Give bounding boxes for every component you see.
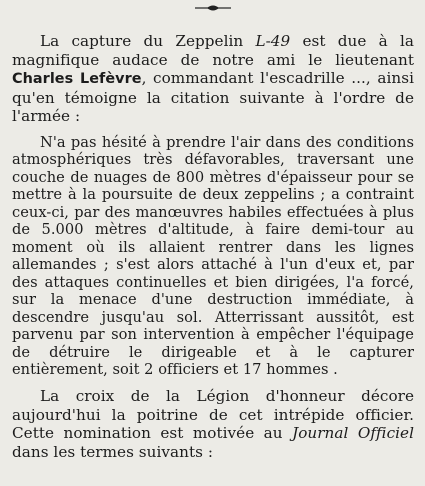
intro-paragraph <box>12 32 414 126</box>
zeppelin-designation: L-49 <box>255 32 291 50</box>
citation-paragraph: N'a pas hésité à prendre l'air dans des conditions atmosphériques très défavorables, traversant une couche de nuages de 800 mètres d'épaisseur pour se mettre à la poursuite de deux zeppelins ; a contraint ceux-ci, par des manœuvres habiles effectuées à plus de 5.000 mètres d'altitude, à faire demi-tour au moment où ils allaient rentrer dans les lignes allemandes ; s'est alors attaché à l'un d'eux et, par des attaques continuelles et bien dirigées, l'a forcé, sur la menace d'une destruction immédiate, à descendre jusqu'au sol. Atterrissant aussitôt, est parvenu par son intervention à empêcher l'équipage de détruire le dirigeable et à le capturer entièrement, soit 2 officiers et 17 hommes . <box>12 133 414 379</box>
article <box>12 32 414 461</box>
closing-paragraph <box>12 387 414 461</box>
ornament-divider-icon <box>193 2 233 14</box>
closing-text-1: La croix de la Légion d'honneur décore aujourd'hui la poitrine de cet intrépide officier. Cette nomination est motivée au <box>12 386 414 443</box>
intro-text-2: est due à la magnifique audace de notre ami le lieutenant <box>12 32 414 69</box>
closing-text-2: dans les termes suivants : <box>12 442 213 461</box>
intro-text-1: La capture du Zeppelin <box>40 32 256 50</box>
officer-name: Charles Lefèvre <box>12 71 142 88</box>
intro-text-3: , commandant l'escadrille ..., ainsi qu'en témoigne la citation suivante à l'ordre de l'armée : <box>12 69 414 126</box>
journal-officiel: Journal Officiel <box>292 424 414 443</box>
